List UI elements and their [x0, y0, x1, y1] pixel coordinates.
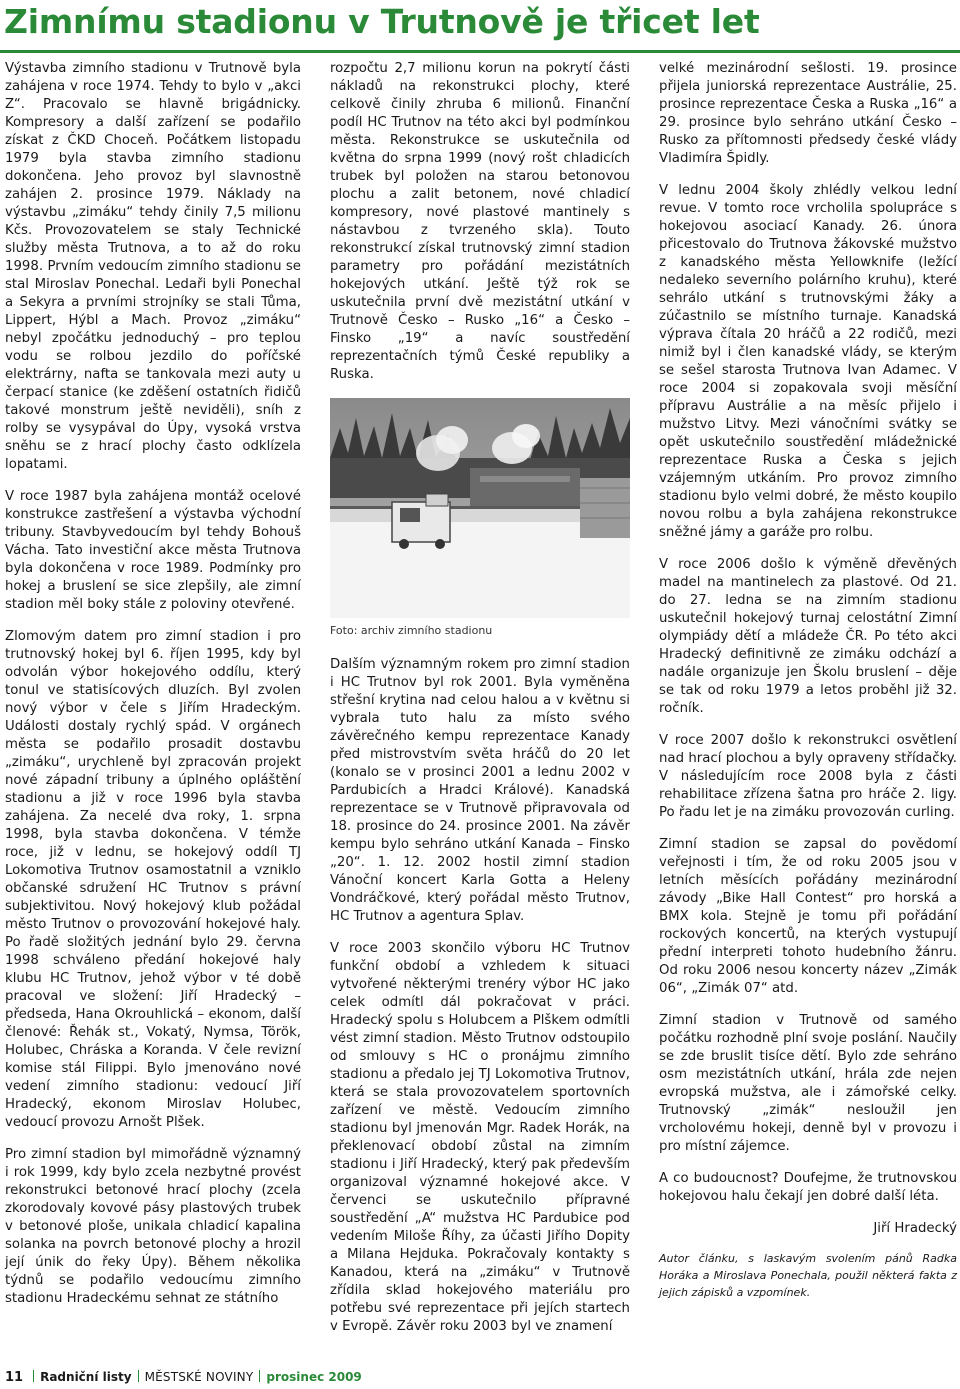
- column-3: [659, 60, 957, 1301]
- page-footer: [5, 1369, 362, 1389]
- footer-divider: [259, 1370, 260, 1382]
- paragraph: Zimní stadion se zapsal do povědomí veřejnosti i tím, že od roku 2005 jsou v letních měsících pořádány mezinárodní závody „Bike Hall Contest“ pro horská a BMX kola. Stejně je tomu při pořádání rockových koncertů, na kterých vystupují přední interpreti tohoto hudebního žánru. Od roku 2006 nesou koncerty název „Zimák 06“, „Zimák 07“ atd.: [659, 837, 957, 996]
- author-signature: Jiří Hradecký: [873, 1221, 957, 1236]
- paragraph: velké mezinárodní sešlosti. 19. prosince přijela juniorská reprezentace Austrálie, 25. prosince reprezentace Česka a Ruska „16“ a 29. prosince bylo sehráno utkání Česko – Rusko za přítomnosti předsedy české vlády Vladimíra Špidly.: [659, 61, 957, 166]
- page-number: 11: [5, 1370, 24, 1385]
- paragraph: Pro zimní stadion byl mimořádně významný i rok 1999, kdy bylo zcela nezbytné provést rekonstrukci betonové hrací plochy (zcela zkorodovaly kovové pásy plastových trubek v betonové ploše, unikala chladicí kapalina solanka na povrch betonové plochy a hrozil její únik do řeky Úpy). Během několika týdnů se podařilo vedoucímu zimního stadionu Hradeckému sehnat ze státního: [5, 1147, 301, 1306]
- publication-name: Radniční listy: [40, 1370, 132, 1384]
- paragraph: rozpočtu 2,7 milionu korun na pokrytí části nákladů na rekonstrukci plochy, které celkově činily zhruba 6 milionů. Finanční podíl HC Trutnov na této akci byl podmínkou města. Rekonstrukce se uskutečnila od května do srpna 1999 (nový rošt chladicích trubek byl položen na starou betonovou plochu a zalit betonem, nové chladicí kompresory, nové plastové mantinely s nástavbou z tvrzeného skla). Touto rekonstrukcí získal trutnovský zimní stadion parametry pro pořádání mezistátních hokejových utkání. Ještě týž rok se uskutečnila první dvě mezistátní utkání v Trutnově Česko – Rusko „16“ a Česko – Finsko „19“ a navíc soustředění reprezentačních týmů České republiky a Ruska.: [330, 61, 630, 382]
- page-title: Zimnímu stadionu v Trutnově je třicet let: [4, 2, 760, 41]
- ice-rink-image: [330, 398, 630, 618]
- photo-figure: [330, 398, 630, 638]
- paragraph: Dalším významným rokem pro zimní stadion i HC Trutnov byl rok 2001. Byla vyměněna střešní krytina nad celou halou a v květnu si vybrala tuto halu za místo svého závěrečného kempu reprezentace Kanady před mistrovstvím světa hráčů do 20 let (konalo se v prosinci 2001 a lednu 2002 v Pardubicích a Hradci Králové). Kanadská reprezentace se v Trutnově připravovala od 18. prosince do 24. prosince 2001. Na závěr kempu bylo sehráno utkání Kanada – Finsko „20“. 1. 12. 2002 hostil zimní stadion Vánoční koncert Karla Gotta a Heleny Vondráčkové, který pořádal město Trutnov, HC Trutnov a agentura Splav.: [330, 657, 630, 924]
- paragraph: V lednu 2004 školy zhlédly velkou lední revue. V tomto roce vrcholila spolupráce s hokejovou asociací Kanady. 26. února přicestovalo do Trutnova žákovské mužstvo z kanadského města Yellowknife (ležící nedaleko severního polárního kruhu), které sehrálo utkání s trutnovskými žáky a zúčastnilo se místního turnaje. Kanadská výprava čítala 20 hráčů a 22 rodičů, mezi nimiž byl i člen kanadské vlády, se kterým se sešel starosta Trutnova Ivan Adamec. V roce 2004 si zopakovala svoji měsíční přípravu Austrálie a na měsíc přijelo i mužstvo Litvy. Mezi vánočními svátky se opět uskutečnilo soustředění mládežnické reprezentace Ruska a Česka s jejich vzájemným utkáním. Pro provoz zimního stadionu bylo velmi dobré, že město koupilo novou rolbu a byla zahájena rekonstrukce sněžné jámy a garáže pro rolbu.: [659, 183, 957, 540]
- photo-caption: Foto: archiv zimního stadionu: [330, 624, 493, 637]
- footer-divider: [138, 1370, 139, 1382]
- paragraph: V roce 2006 došlo k výměně dřevěných madel na mantinelech za plastové. Od 21. do 27. ledna se na zimním stadionu uskutečnil hokejový turnaj celostátní Zimní olympiády dětí a mládeže ČR. Po této akci Hradecký definitivně ze zimáku odchází a nadále organizuje jen Školu bruslení – děje se tak od roku 1979 a letos proběhl již 32. ročník.: [659, 557, 957, 716]
- author-note: Autor článku, s laskavým svolením pánů Radka Horáka a Miroslava Ponechala, použil některá fakta z jejich zápisků a vzpomínek.: [659, 1252, 957, 1299]
- paragraph: V roce 1987 byla zahájena montáž ocelové konstrukce zastřešení a výstavba východní tribuny. Stavbyvedoucím byl tehdy Bohouš Vácha. Tato investiční akce města Trutnova byla dokončena v roce 1989. Podmínky pro hokej a bruslení se sice zlepšily, ale zimní stadion měl boky stále z poloviny otevřené.: [5, 489, 301, 612]
- title-rule: [0, 50, 960, 53]
- paragraph: V roce 2007 došlo k rekonstrukci osvětlení nad hrací plochou a byly opraveny střídačky. V následujícím roce 2008 byla z části rehabilitace zřízena šatna pro hráče 2. ligy. Po řadu let je na zimáku provozován curling.: [659, 733, 957, 820]
- paragraph: A co budoucnost? Doufejme, že trutnovskou hokejovou halu čekají jen dobré další léta.: [659, 1171, 957, 1204]
- paragraph: Zimní stadion v Trutnově od samého počátku rozhodně plní svoje poslání. Naučily se zde bruslit tisíce dětí. Bylo zde sehráno osm mezistátních utkání, hrála zde nejen evropská mužstva, ale i zámořské celky. Trutnovský „zimák“ nesloužil jen vrcholovému hokeji, denně byl v provozu i pro místní zájemce.: [659, 1013, 957, 1154]
- paragraph: Zlomovým datem pro zimní stadion i pro trutnovský hokej byl 6. říjen 1995, kdy byl odvolán výbor hokejového oddílu, který tonul ve statisícových dluzích. Byl zvolen nový výbor v čele s Jiřím Hradeckým. Události dostaly rychlý spád. V orgánech města se podařilo prosadit dostavbu „zimáku“, urychleně byl zpracován projekt nové západní tribuny a úplného opláštění stadionu a již v roce 1996 byla stavba zahájena. Za necelé dva roky, 1. srpna 1998, byla stavba dokončena. V témže roce, již v lednu, se hokejový oddíl TJ Lokomotiva Trutnov osamostatnil a vzniklo občanské sdružení HC Trutnov s právní subjektivitou. Nový hokejový klub požádal město Trutnov o provozování hokejové haly. Po řadě složitých jednání bylo 29. června 1998 schváleno předání hokejové haly klubu HC Trutnov, jehož výbor v té době pracoval ve složení: Jiří Hradecký – předseda, Hana Okrouhlická – ekonom, další členové: Řehák st., Vokatý, Nymsa, Török, Holubec, Chráska a Koranda. V čele revizní komise stál Filippi. Bylo jmenováno nové vedení zimního stadionu: vedoucí Jiří Hradecký, ekonom Miroslav Holubec, vedoucí provozu Arnošt Plšek.: [5, 629, 301, 1130]
- column-2: [330, 60, 630, 1350]
- issue-date: prosinec 2009: [266, 1370, 362, 1384]
- column-1: [5, 60, 301, 1322]
- newspaper-name: MĚSTSKÉ NOVINY: [144, 1370, 254, 1384]
- paragraph: Výstavba zimního stadionu v Trutnově byla zahájena v roce 1974. Tehdy to bylo v „akci Z“. Pracovalo se hlavně brigádnicky. Kompresory a další zařízení se podařilo získat z ČKD Choceň. Počátkem listopadu 1979 byla stavba zimního stadionu dokončena. Jeho provoz byl slavnostně zahájen 2. prosince 1979. Náklady na výstavbu „zimáku“ tehdy činily 7,5 milionu Kčs. Provozovatelem se staly Technické služby města Trutnova, a to až do roku 1998. Prvním vedoucím zimního stadionu se stal Miroslav Ponechal. Ledaři byli Ponechal a Sekyra a prvními strojníky se stali Tůma, Lippert, Hýbl a Mach. Provoz „zimáku“ nebyl zpočátku jednoduchý – pro teplou vodu se rolbou jezdilo do poříčské elektrárny, nafta se tankovala mezi auty u čerpací stanice (ke zděšení ostatních řidičů takové monstrum ještě neviděli), sníh z rolby se vysypával do Úpy, vysoká vrstva sněhu se z hrací plochy často odklízela lopatami.: [5, 61, 301, 472]
- footer-divider: [33, 1370, 34, 1382]
- ice-rink-photo: [330, 398, 630, 618]
- paragraph: V roce 2003 skončilo výboru HC Trutnov funkční období a vzhledem k situaci vytvořené některými trenéry výbor HC jako celek odmítl dál pokračovat v práci. Hradecký spolu s Holubcem a Plškem odmítli vést zimní stadion. Město Trutnov odstoupilo od smlouvy s HC o pronájmu zimního stadionu a předalo jej TJ Lokomotiva Trutnov, která se stala provozovatelem sportovních zařízení ve městě. Vedoucím zimního stadionu byl jmenován Mgr. Radek Horák, na překlenovací období zůstal na zimním stadionu i Jiří Hradecký, který pak především organizoval významné hokejové akce. V červenci se uskutečnilo přípravné soustředění „A“ mužstva HC Pardubice pod vedením Miloše Říhy, za účasti Jiřího Dopity a Milana Hejduka. Pokračovaly kontakty s Kanadou, která na „zimáku“ v Trutnově zřídila sklad hokejového materiálu pro potřebu své reprezentace při jejích startech v Evropě. Závěr roku 2003 byl ve znamení: [330, 941, 630, 1334]
